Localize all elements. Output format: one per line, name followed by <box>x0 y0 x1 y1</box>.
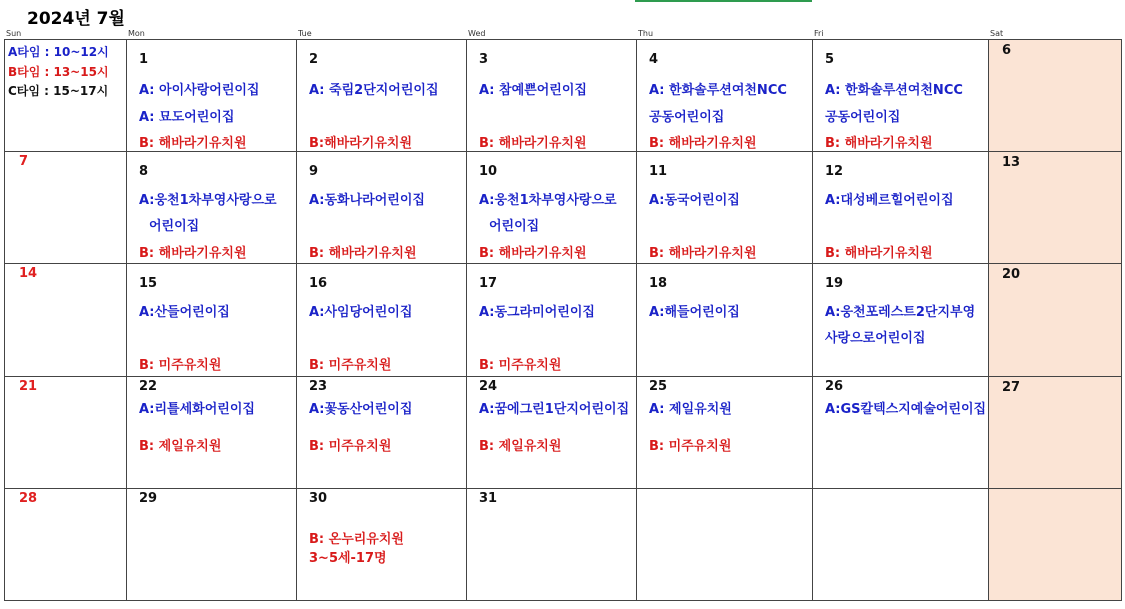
schedule-entry: A:웅천포레스트2단지부영 <box>825 305 976 321</box>
day-cell[interactable] <box>637 488 813 600</box>
weekday-label-tue: Tue <box>298 29 312 38</box>
day-cell[interactable] <box>127 40 297 152</box>
schedule-entry: A:사임당어린이집 <box>309 305 413 321</box>
weekday-label-sat: Sat <box>990 29 1004 38</box>
day-cell-sunday[interactable] <box>5 152 127 264</box>
day-number: 9 <box>309 164 319 180</box>
schedule-entry: 어린이집 <box>149 219 200 235</box>
day-number: 15 <box>139 276 158 292</box>
schedule-entry: B: 온누리유치원 <box>309 531 404 547</box>
schedule-entry: B: 해바라기유치원 <box>649 246 757 262</box>
day-cell[interactable] <box>127 152 297 264</box>
day-number: 4 <box>649 52 659 67</box>
schedule-entry: A: 묘도어린이집 <box>139 110 235 125</box>
day-cell[interactable] <box>637 376 813 488</box>
day-cell[interactable] <box>5 40 127 152</box>
schedule-entry: B: 미주유치원 <box>649 438 732 454</box>
day-number: 29 <box>139 490 158 506</box>
schedule-entry: 공동어린이집 <box>649 110 725 125</box>
weekday-label-wed: Wed <box>468 29 486 38</box>
day-cell[interactable] <box>813 376 989 488</box>
day-cell-saturday[interactable] <box>989 40 1122 152</box>
day-cell[interactable] <box>467 488 637 600</box>
day-number: 19 <box>825 276 844 292</box>
day-cell-sunday[interactable] <box>5 264 127 376</box>
schedule-entry: A:꿈에그린1단지어린이집 <box>479 401 630 417</box>
day-cell[interactable] <box>637 264 813 376</box>
calendar-title: 2024년 7월 <box>27 9 125 29</box>
day-number: 1 <box>139 52 149 67</box>
day-number: 8 <box>139 164 149 180</box>
schedule-entry: A: 참예쁜어린이집 <box>479 83 587 98</box>
day-cell[interactable] <box>127 376 297 488</box>
day-cell[interactable] <box>467 376 637 488</box>
weekday-label-thu: Thu <box>638 29 654 38</box>
schedule-entry: B:해바라기유치원 <box>309 136 413 151</box>
schedule-entry: A:대성베르힐어린이집 <box>825 193 954 209</box>
day-number: 12 <box>825 164 844 180</box>
schedule-entry: A: 한화솔루션여천NCC <box>825 83 963 98</box>
schedule-entry: A: 아이사랑어린이집 <box>139 83 260 98</box>
schedule-entry: A:웅천1차부영사랑으로 <box>479 193 617 209</box>
day-number: 7 <box>19 154 29 170</box>
schedule-entry: A: 한화솔루션여천NCC <box>649 83 787 98</box>
day-number: 2 <box>309 52 319 67</box>
schedule-entry: B: 제일유치원 <box>139 438 222 454</box>
schedule-entry: 사랑으로어린이집 <box>825 331 926 347</box>
day-cell[interactable] <box>467 152 637 264</box>
day-number: 22 <box>139 378 158 394</box>
day-cell[interactable] <box>297 264 467 376</box>
day-number: 5 <box>825 52 835 67</box>
schedule-entry: B: 해바라기유치원 <box>139 136 247 151</box>
day-cell[interactable] <box>637 152 813 264</box>
schedule-entry: B: 해바라기유치원 <box>309 246 417 262</box>
day-cell[interactable] <box>297 376 467 488</box>
schedule-entry: A:동국어린이집 <box>649 193 740 209</box>
calendar-grid <box>4 39 1122 601</box>
day-cell-saturday[interactable] <box>989 152 1122 264</box>
day-cell[interactable] <box>127 488 297 600</box>
schedule-entry: B: 해바라기유치원 <box>139 246 247 262</box>
schedule-entry: 어린이집 <box>489 219 540 235</box>
schedule-entry: 공동어린이집 <box>825 110 901 125</box>
schedule-entry: B: 제일유치원 <box>479 438 562 454</box>
day-number: 6 <box>1002 43 1012 58</box>
day-cell-saturday[interactable] <box>989 376 1122 488</box>
day-number: 18 <box>649 276 668 292</box>
legend-a-time: A타임 : 10~12시 <box>8 45 109 59</box>
day-cell[interactable] <box>467 40 637 152</box>
day-number: 21 <box>19 378 38 394</box>
schedule-entry: A:동화나라어린이집 <box>309 193 425 209</box>
schedule-entry: B: 미주유치원 <box>309 438 392 454</box>
day-number: 13 <box>1002 155 1021 171</box>
schedule-entry: B: 미주유치원 <box>479 358 562 374</box>
day-cell[interactable] <box>467 264 637 376</box>
day-cell[interactable] <box>297 40 467 152</box>
schedule-entry: B: 미주유치원 <box>309 358 392 374</box>
day-number: 27 <box>1002 379 1021 395</box>
schedule-entry: A:해들어린이집 <box>649 305 740 321</box>
schedule-entry: A: 죽림2단지어린이집 <box>309 83 439 98</box>
schedule-entry: B: 해바라기유치원 <box>825 246 933 262</box>
schedule-entry: B: 해바라기유치원 <box>479 246 587 262</box>
day-number: 20 <box>1002 267 1021 283</box>
day-number: 17 <box>479 276 498 292</box>
schedule-entry: A:리틀세화어린이집 <box>139 401 255 417</box>
schedule-entry: B: 미주유치원 <box>139 358 222 374</box>
day-cell[interactable] <box>637 40 813 152</box>
day-number: 11 <box>649 164 668 180</box>
day-cell-sunday[interactable] <box>5 488 127 600</box>
day-number: 30 <box>309 490 328 506</box>
day-cell[interactable] <box>127 264 297 376</box>
day-cell[interactable] <box>813 264 989 376</box>
schedule-entry: A: 제일유치원 <box>649 401 732 417</box>
legend-b-time: B타임 : 13~15시 <box>8 65 109 79</box>
schedule-entry: A:동그라미어린이집 <box>479 305 595 321</box>
weekday-label-mon: Mon <box>128 29 145 38</box>
day-cell-saturday[interactable] <box>989 488 1122 600</box>
schedule-entry: A:꽃동산어린이집 <box>309 401 413 417</box>
schedule-entry: A:산들어린이집 <box>139 305 230 321</box>
day-number: 25 <box>649 378 668 394</box>
day-cell[interactable] <box>813 488 989 600</box>
schedule-entry: B: 해바라기유치원 <box>825 136 933 151</box>
schedule-entry: 3~5세-17명 <box>309 550 387 566</box>
day-number: 28 <box>19 490 38 506</box>
day-cell[interactable] <box>297 488 467 600</box>
legend-c-time: C타임 : 15~17시 <box>8 84 109 98</box>
day-number: 23 <box>309 378 328 394</box>
schedule-entry: B: 해바라기유치원 <box>649 136 757 151</box>
schedule-entry: A:웅천1차부영사랑으로 <box>139 193 277 209</box>
day-cell[interactable] <box>813 152 989 264</box>
weekday-label-fri: Fri <box>814 29 824 38</box>
day-number: 10 <box>479 164 498 180</box>
day-cell-saturday[interactable] <box>989 264 1122 376</box>
header-accent-line <box>635 0 812 2</box>
day-number: 31 <box>479 490 498 506</box>
weekday-label-sun: Sun <box>6 29 22 38</box>
day-cell-sunday[interactable] <box>5 376 127 488</box>
day-cell[interactable] <box>813 40 989 152</box>
schedule-entry: B: 해바라기유치원 <box>479 136 587 151</box>
day-number: 16 <box>309 276 328 292</box>
day-number: 3 <box>479 52 489 67</box>
day-cell[interactable] <box>297 152 467 264</box>
day-number: 24 <box>479 378 498 394</box>
schedule-entry: A:GS칼텍스지예술어린이집 <box>825 401 987 417</box>
day-number: 14 <box>19 266 38 282</box>
day-number: 26 <box>825 378 844 394</box>
